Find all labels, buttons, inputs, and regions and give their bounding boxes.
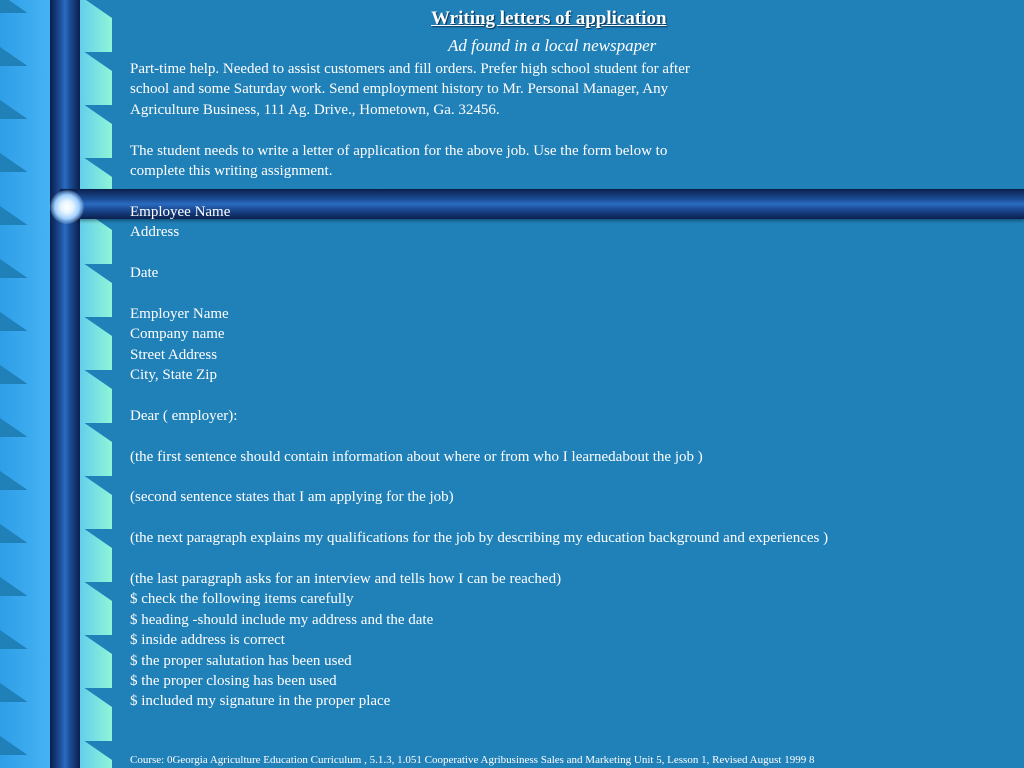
checklist-item: $ included my signature in the proper place <box>130 693 391 710</box>
vertical-bar <box>50 0 80 768</box>
checklist-item: $ heading -should include my address and the date <box>130 611 434 628</box>
last-paragraph-guidance: (the last paragraph asks for an interview and tells how I can be reached) <box>130 571 562 588</box>
first-sentence-guidance: (the first sentence should contain information about where or from who I learnedabout the job ) <box>130 448 703 465</box>
instructions-text: The student needs to write a letter of application for the above job. Use the form below to complete this writing assignment. <box>130 142 668 180</box>
checklist-item: $ inside address is correct <box>130 632 285 649</box>
second-sentence-guidance: (second sentence states that I am applying for the job) <box>130 489 454 506</box>
company-name-line: Company name <box>130 326 225 343</box>
checklist-item: $ the proper closing has been used <box>130 673 337 690</box>
next-paragraph-guidance: (the next paragraph explains my qualifications for the job by describing my education background and experiences ) <box>130 530 829 547</box>
employee-name-line: Employee Name <box>130 203 231 220</box>
date-line: Date <box>130 265 159 282</box>
salutation-line: Dear ( employer): <box>130 407 238 424</box>
course-footer: Course: 0Georgia Agriculture Education Curriculum , 5.1.3, 1.051 Cooperative Agribusiness Sales and Marketing Unit 5, Lesson 1, Revised August 1999 8 <box>130 754 815 766</box>
content-body <box>130 59 1010 712</box>
page-title: Writing letters of application <box>431 8 667 29</box>
checklist-item: $ the proper salutation has been used <box>130 652 352 669</box>
page-subtitle: Ad found in a local newspaper <box>448 36 657 55</box>
city-state-zip-line: City, State Zip <box>130 367 217 384</box>
ad-text: Part-time help. Needed to assist customers and fill orders. Prefer high school student for after school and some Saturday work. Send employment history to Mr. Personal Manager, Any Agriculture Business, 111 Ag. Drive., Hometown, Ga. 32456. <box>130 61 690 118</box>
glow-knob <box>50 190 84 224</box>
checklist-item: $ check the following items carefully <box>130 591 354 608</box>
employer-name-line: Employer Name <box>130 305 229 322</box>
street-address-line: Street Address <box>130 346 218 363</box>
address-line: Address <box>130 224 180 241</box>
